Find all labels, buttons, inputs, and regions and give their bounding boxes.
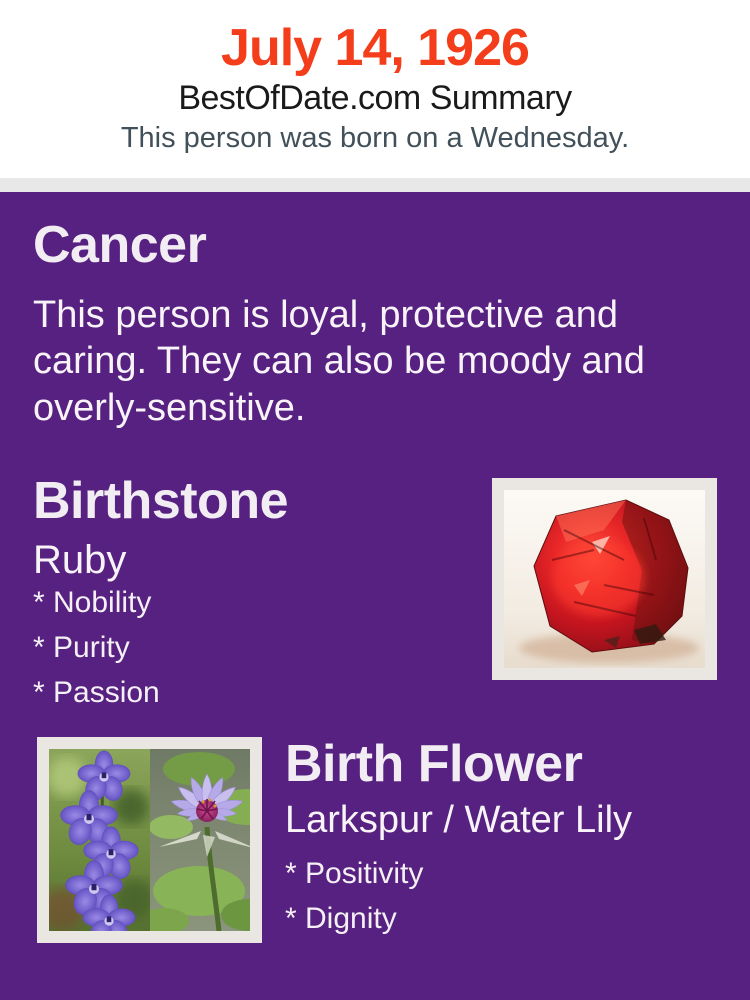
- birthstone-trait: * Passion: [33, 676, 160, 709]
- birth-flower-trait: * Positivity: [285, 857, 424, 890]
- page-title: July 14, 1926: [221, 19, 529, 77]
- birth-flower-trait: * Dignity: [285, 902, 397, 935]
- ruby-photo: [492, 478, 717, 680]
- zodiac-description: This person is loyal, protective and caring. They can also be moody and overly-sensitive.: [33, 294, 645, 429]
- birth-flower-trait-list: [285, 855, 423, 945]
- birth-flower-name: Larkspur / Water Lily: [285, 799, 633, 841]
- birth-flower-title: Birth Flower: [285, 735, 583, 793]
- ruby-gemstone-image: [504, 490, 705, 668]
- birthstone-name: Ruby: [33, 538, 127, 582]
- birthstone-title: Birthstone: [33, 472, 288, 530]
- birthstone-trait: * Purity: [33, 631, 130, 664]
- divider-bar: [0, 178, 750, 192]
- born-day-line: This person was born on a Wednesday.: [120, 121, 630, 154]
- birth-flower-photo: [37, 737, 262, 943]
- header: [0, 0, 750, 178]
- main-content: [0, 192, 750, 1000]
- birthstone-trait-list: [33, 584, 160, 719]
- site-summary-subtitle: BestOfDate.com Summary: [178, 79, 572, 118]
- zodiac-sign-title: Cancer: [33, 216, 207, 274]
- birthstone-trait: * Nobility: [33, 586, 152, 619]
- larkspur-water-lily-image: [49, 749, 250, 931]
